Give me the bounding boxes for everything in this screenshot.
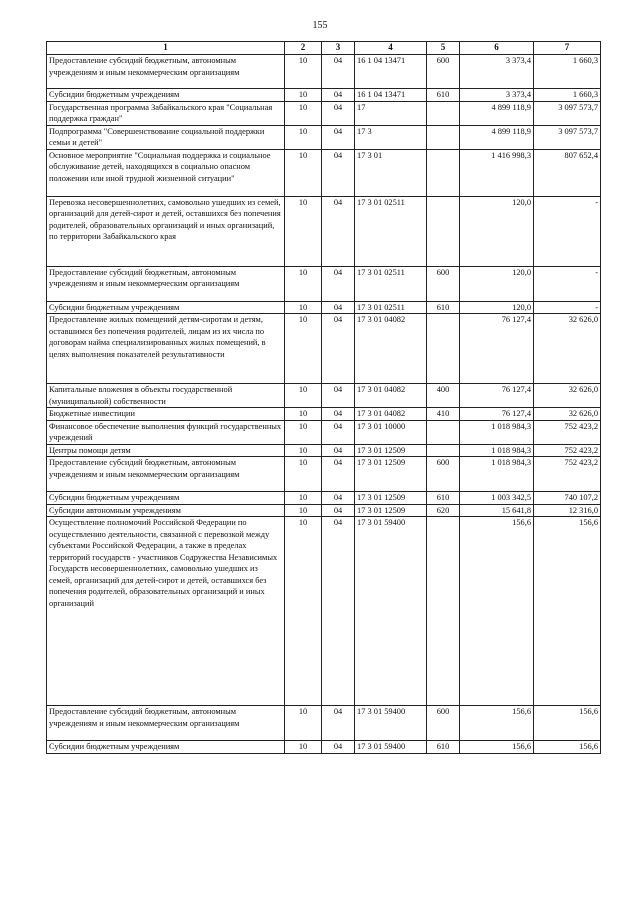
subsection-code: 04 (322, 492, 355, 505)
target-article-code: 17 3 01 04082 (355, 314, 427, 384)
amount-col-6: 76 127,4 (460, 314, 534, 384)
section-code: 10 (285, 384, 322, 408)
item-name: Перевозка несовершеннолетних, самовольно ушедших из семей, организаций для детей-сирот и детей, оставшихся без попечения родителей, образовательных организаций и иных организаций, по территории Забайкальского края (47, 196, 285, 266)
column-header: 6 (460, 42, 534, 55)
expense-type-code (427, 125, 460, 149)
page-number: 155 (312, 20, 328, 31)
column-header: 2 (285, 42, 322, 55)
amount-col-6: 3 373,4 (460, 55, 534, 89)
section-code: 10 (285, 125, 322, 149)
section-code: 10 (285, 149, 322, 196)
column-header: 5 (427, 42, 460, 55)
amount-col-6: 120,0 (460, 196, 534, 266)
section-code: 10 (285, 55, 322, 89)
target-article-code: 17 3 01 12509 (355, 492, 427, 505)
item-name: Финансовое обеспечение выполнения функций государственных учреждений (47, 420, 285, 444)
expense-type-code (427, 314, 460, 384)
amount-col-7: 32 626,0 (534, 314, 601, 384)
target-article-code: 17 3 01 02511 (355, 196, 427, 266)
item-name: Субсидии бюджетным учреждениям (47, 492, 285, 505)
amount-col-7: 32 626,0 (534, 408, 601, 421)
item-name: Предоставление субсидий бюджетным, автономным учреждениям и иным некоммерческим организациям (47, 706, 285, 741)
amount-col-6: 1 018 984,3 (460, 420, 534, 444)
column-header: 1 (47, 42, 285, 55)
target-article-code: 17 3 01 02511 (355, 301, 427, 314)
expense-type-code: 610 (427, 89, 460, 102)
section-code: 10 (285, 504, 322, 517)
item-name: Предоставление субсидий бюджетным, автономным учреждениям и иным некоммерческим организациям (47, 55, 285, 89)
amount-col-7: 752 423,2 (534, 457, 601, 492)
table-row (47, 314, 601, 384)
item-name: Предоставление жилых помещений детям-сиротам и детям, оставшимся без попечения родителей, лицам из их числа по договорам найма специализированных жилых помещений, в целях выполнения показателей результативности (47, 314, 285, 384)
table-row (47, 420, 601, 444)
section-code: 10 (285, 266, 322, 301)
expense-type-code (427, 149, 460, 196)
expense-type-code: 610 (427, 492, 460, 505)
amount-col-7: 156,6 (534, 741, 601, 754)
amount-col-6: 1 018 984,3 (460, 444, 534, 457)
table-row (47, 125, 601, 149)
item-name: Государственная программа Забайкальского края "Социальная поддержка граждан" (47, 101, 285, 125)
subsection-code: 04 (322, 706, 355, 741)
expense-type-code: 400 (427, 384, 460, 408)
expense-type-code: 610 (427, 741, 460, 754)
budget-table (46, 41, 601, 754)
expense-type-code: 600 (427, 55, 460, 89)
section-code: 10 (285, 301, 322, 314)
target-article-code: 17 3 01 59400 (355, 706, 427, 741)
section-code: 10 (285, 408, 322, 421)
table-row (47, 492, 601, 505)
item-name: Основное мероприятие "Социальная поддержка и социальное обслуживание детей, находящихся в социально опасном положении или иной трудной жизненной ситуации" (47, 149, 285, 196)
table-row (47, 301, 601, 314)
section-code: 10 (285, 457, 322, 492)
target-article-code: 17 3 01 10000 (355, 420, 427, 444)
amount-col-7: 32 626,0 (534, 384, 601, 408)
section-code: 10 (285, 444, 322, 457)
subsection-code: 04 (322, 457, 355, 492)
amount-col-6: 120,0 (460, 266, 534, 301)
subsection-code: 04 (322, 89, 355, 102)
section-code: 10 (285, 517, 322, 706)
column-header: 7 (534, 42, 601, 55)
subsection-code: 04 (322, 444, 355, 457)
target-article-code: 17 3 (355, 125, 427, 149)
target-article-code: 16 1 04 13471 (355, 55, 427, 89)
section-code: 10 (285, 706, 322, 741)
expense-type-code: 410 (427, 408, 460, 421)
amount-col-7: 807 652,4 (534, 149, 601, 196)
item-name: Осуществление полномочий Российской Федерации по осуществлению деятельности, связанной с перевозкой между субъектами Российской Федерации, а также в пределах территорий государств - участников Содружества Независимых Государств несовершеннолетних, самовольно ушедших из семей, организаций для детей-сирот и детей, оставшихся без попечения родителей, образовательных организаций и иных организаций (47, 517, 285, 706)
expense-type-code (427, 101, 460, 125)
item-name: Центры помощи детям (47, 444, 285, 457)
target-article-code: 17 3 01 59400 (355, 517, 427, 706)
table-row (47, 741, 601, 754)
item-name: Капитальные вложения в объекты государственной (муниципальной) собственности (47, 384, 285, 408)
amount-col-6: 76 127,4 (460, 384, 534, 408)
target-article-code: 17 3 01 12509 (355, 457, 427, 492)
amount-col-7: 740 107,2 (534, 492, 601, 505)
subsection-code: 04 (322, 420, 355, 444)
expense-type-code (427, 444, 460, 457)
amount-col-7: 1 660,3 (534, 89, 601, 102)
amount-col-7: - (534, 266, 601, 301)
section-code: 10 (285, 101, 322, 125)
table-row (47, 149, 601, 196)
amount-col-6: 76 127,4 (460, 408, 534, 421)
table-row (47, 55, 601, 89)
subsection-code: 04 (322, 504, 355, 517)
subsection-code: 04 (322, 301, 355, 314)
target-article-code: 17 3 01 12509 (355, 504, 427, 517)
subsection-code: 04 (322, 741, 355, 754)
section-code: 10 (285, 89, 322, 102)
expense-type-code (427, 420, 460, 444)
amount-col-7: - (534, 196, 601, 266)
target-article-code: 17 3 01 04082 (355, 384, 427, 408)
section-code: 10 (285, 741, 322, 754)
section-code: 10 (285, 420, 322, 444)
section-code: 10 (285, 196, 322, 266)
subsection-code: 04 (322, 55, 355, 89)
table-row (47, 101, 601, 125)
amount-col-7: 752 423,2 (534, 444, 601, 457)
expense-type-code: 620 (427, 504, 460, 517)
amount-col-7: 3 097 573,7 (534, 125, 601, 149)
amount-col-6: 15 641,8 (460, 504, 534, 517)
expense-type-code: 600 (427, 457, 460, 492)
subsection-code: 04 (322, 125, 355, 149)
amount-col-7: 156,6 (534, 706, 601, 741)
subsection-code: 04 (322, 266, 355, 301)
amount-col-6: 156,6 (460, 741, 534, 754)
target-article-code: 17 3 01 (355, 149, 427, 196)
column-header: 4 (355, 42, 427, 55)
table-row (47, 706, 601, 741)
item-name: Субсидии бюджетным учреждениям (47, 89, 285, 102)
expense-type-code: 600 (427, 266, 460, 301)
expense-type-code (427, 517, 460, 706)
target-article-code: 17 3 01 04082 (355, 408, 427, 421)
target-article-code: 16 1 04 13471 (355, 89, 427, 102)
expense-type-code (427, 196, 460, 266)
subsection-code: 04 (322, 384, 355, 408)
amount-col-7: 752 423,2 (534, 420, 601, 444)
subsection-code: 04 (322, 314, 355, 384)
target-article-code: 17 3 01 12509 (355, 444, 427, 457)
table-row (47, 504, 601, 517)
amount-col-6: 3 373,4 (460, 89, 534, 102)
subsection-code: 04 (322, 408, 355, 421)
item-name: Бюджетные инвестиции (47, 408, 285, 421)
expense-type-code: 600 (427, 706, 460, 741)
amount-col-7: 3 097 573,7 (534, 101, 601, 125)
table-row (47, 196, 601, 266)
amount-col-7: - (534, 301, 601, 314)
amount-col-7: 1 660,3 (534, 55, 601, 89)
amount-col-6: 1 416 998,3 (460, 149, 534, 196)
table-row (47, 89, 601, 102)
item-name: Субсидии бюджетным учреждениям (47, 741, 285, 754)
item-name: Субсидии автономным учреждениям (47, 504, 285, 517)
amount-col-6: 1 018 984,3 (460, 457, 534, 492)
item-name: Субсидии бюджетным учреждениям (47, 301, 285, 314)
subsection-code: 04 (322, 149, 355, 196)
table-row (47, 457, 601, 492)
subsection-code: 04 (322, 101, 355, 125)
table-row (47, 444, 601, 457)
amount-col-6: 4 899 118,9 (460, 101, 534, 125)
item-name: Предоставление субсидий бюджетным, автономным учреждениям и иным некоммерческим организациям (47, 266, 285, 301)
amount-col-6: 156,6 (460, 517, 534, 706)
amount-col-6: 156,6 (460, 706, 534, 741)
section-code: 10 (285, 492, 322, 505)
table-row (47, 408, 601, 421)
expense-type-code: 610 (427, 301, 460, 314)
table-row (47, 266, 601, 301)
item-name: Предоставление субсидий бюджетным, автономным учреждениям и иным некоммерческим организациям (47, 457, 285, 492)
column-header: 3 (322, 42, 355, 55)
table-header-row (47, 42, 601, 55)
target-article-code: 17 3 01 59400 (355, 741, 427, 754)
item-name: Подпрограмма "Совершенствование социальной поддержки семьи и детей" (47, 125, 285, 149)
subsection-code: 04 (322, 517, 355, 706)
amount-col-6: 120,0 (460, 301, 534, 314)
section-code: 10 (285, 314, 322, 384)
amount-col-6: 4 899 118,9 (460, 125, 534, 149)
amount-col-7: 156,6 (534, 517, 601, 706)
amount-col-7: 12 316,0 (534, 504, 601, 517)
table-row (47, 384, 601, 408)
target-article-code: 17 3 01 02511 (355, 266, 427, 301)
target-article-code: 17 (355, 101, 427, 125)
subsection-code: 04 (322, 196, 355, 266)
amount-col-6: 1 003 342,5 (460, 492, 534, 505)
table-row (47, 517, 601, 706)
